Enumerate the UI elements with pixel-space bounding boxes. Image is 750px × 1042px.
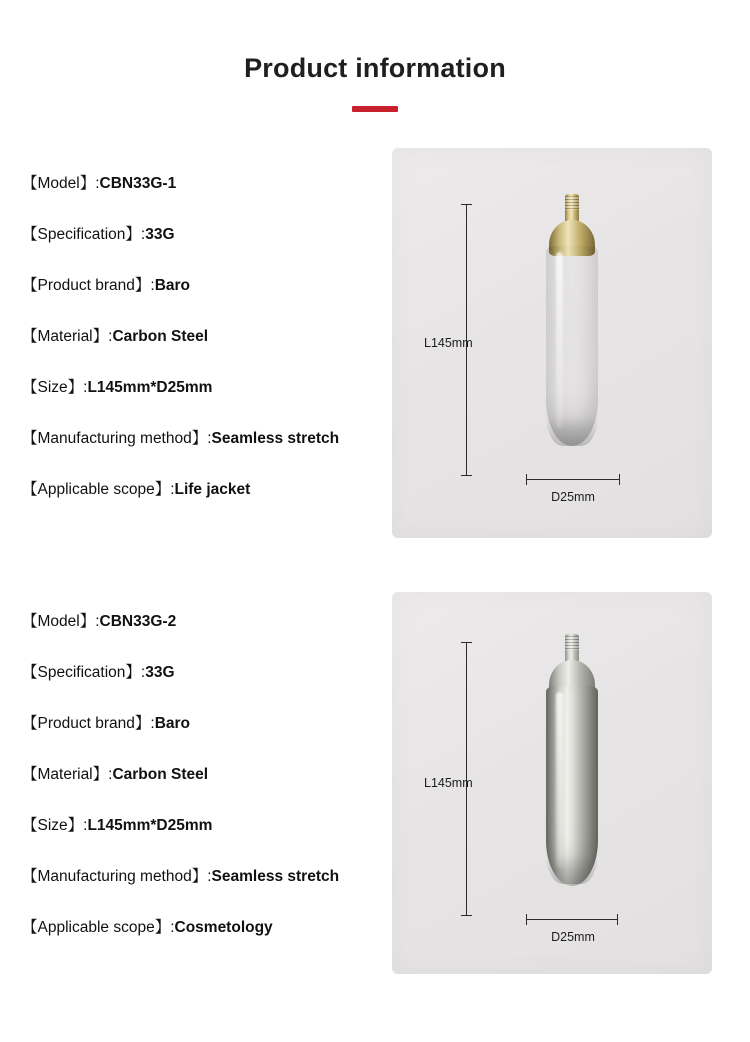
spec-list-1 — [0, 148, 392, 500]
spec-value: Carbon Steel — [112, 328, 209, 346]
cylinder-threads — [565, 636, 579, 650]
spec-row-manufacturing-method — [22, 429, 392, 450]
spec-row-material — [22, 327, 392, 348]
spec-value: CBN33G-1 — [99, 175, 177, 193]
spec-row-specification — [22, 225, 392, 246]
co2-cylinder-gold — [532, 194, 612, 468]
spec-row-material — [22, 765, 392, 786]
spec-value: Baro — [154, 277, 191, 295]
spec-label: 【Applicable scope】: — [22, 480, 175, 498]
product-image-2 — [392, 592, 712, 974]
spec-value: Seamless stretch — [211, 868, 340, 885]
spec-row-size — [22, 816, 392, 837]
spec-label: 【Size】: — [22, 817, 88, 835]
spec-row-size — [22, 378, 392, 399]
spec-value: 33G — [145, 226, 175, 244]
height-dimension-label: L145mm — [424, 336, 473, 351]
cylinder-base-shadow — [546, 854, 598, 884]
spec-label: 【Manufacturing method】: — [22, 868, 212, 885]
cylinder-base-shadow — [546, 416, 598, 446]
co2-cylinder-silver — [532, 634, 612, 906]
page-title: Product information — [244, 53, 506, 83]
cylinder-highlight — [556, 252, 563, 428]
width-dimension-label: D25mm — [551, 490, 595, 505]
width-dimension-line — [526, 919, 618, 920]
spec-label: 【Size】: — [22, 379, 88, 397]
cylinder-threads — [565, 196, 579, 210]
spec-label: 【Product brand】: — [22, 277, 155, 295]
spec-list-2 — [0, 592, 392, 938]
product-section-1 — [0, 148, 750, 538]
spec-label: 【Model】: — [22, 175, 100, 193]
spec-label: 【Product brand】: — [22, 715, 155, 733]
spec-row-product-brand — [22, 276, 392, 297]
spec-label: 【Model】: — [22, 613, 100, 631]
spec-row-specification — [22, 663, 392, 684]
spec-value: Cosmetology — [174, 918, 273, 936]
product-image-1 — [392, 148, 712, 538]
spec-value: Carbon Steel — [112, 766, 209, 784]
spec-row-applicable-scope — [22, 480, 392, 501]
spec-label: 【Specification】: — [22, 664, 146, 682]
height-dimension-label: L145mm — [424, 776, 473, 791]
spec-value: Seamless stretch — [211, 430, 340, 447]
spec-value: 33G — [145, 664, 175, 682]
spec-row-model — [22, 612, 392, 633]
width-dimension-label: D25mm — [551, 930, 595, 945]
spec-row-applicable-scope — [22, 918, 392, 939]
spec-label: 【Applicable scope】: — [22, 918, 175, 936]
spec-value: CBN33G-2 — [99, 613, 177, 631]
spec-label: 【Specification】: — [22, 226, 146, 244]
title-underline-rule — [352, 106, 398, 112]
spec-label: 【Material】: — [22, 766, 113, 784]
spec-label: 【Material】: — [22, 328, 113, 346]
spec-label: 【Manufacturing method】: — [22, 430, 212, 447]
spec-value: Life jacket — [174, 480, 251, 498]
spec-value: L145mm*D25mm — [87, 817, 213, 835]
spec-value: L145mm*D25mm — [87, 379, 213, 397]
spec-row-manufacturing-method — [22, 867, 392, 888]
width-dimension-line — [526, 479, 620, 480]
spec-row-model — [22, 174, 392, 195]
cylinder-highlight — [556, 692, 563, 868]
spec-value: Baro — [154, 715, 191, 733]
spec-row-product-brand — [22, 714, 392, 735]
product-section-2 — [0, 592, 750, 974]
